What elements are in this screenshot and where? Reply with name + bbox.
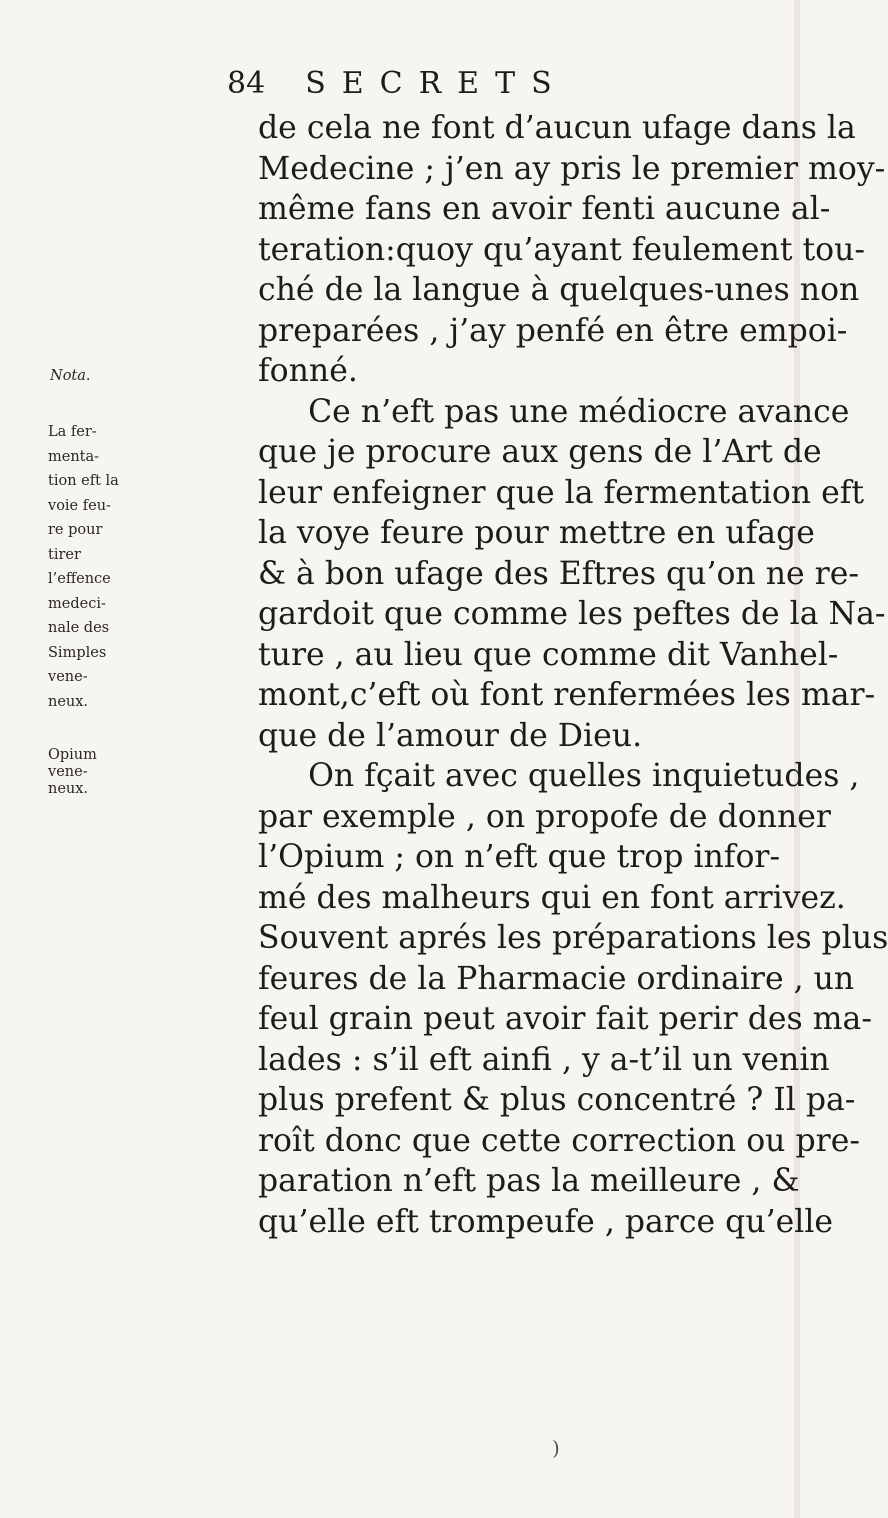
body-line: lades : s’il eft ainfi , y a-t’il un venin bbox=[258, 1041, 830, 1078]
margin-note-line: vene- bbox=[48, 764, 88, 780]
body-line: feul grain peut avoir fait perir des ma- bbox=[258, 1001, 872, 1037]
running-title: SECRETS bbox=[305, 66, 568, 101]
body-line: leur enfeigner que la fermentation eft bbox=[258, 474, 865, 511]
body-line: Souvent aprés les préparations les plus bbox=[258, 920, 888, 956]
margin-note-line: voie feu- bbox=[48, 497, 111, 514]
margin-note-line: tion eft la bbox=[48, 473, 119, 489]
body-line: Medecine ; j’en ay pris le premier moy- bbox=[258, 150, 886, 187]
body-line: l’Opium ; on n’eft que trop infor- bbox=[258, 839, 781, 875]
page-number: 84 bbox=[227, 66, 266, 101]
body-line: feures de la Pharmacie ordinaire , un bbox=[258, 960, 855, 997]
body-line: la voye feure pour mettre en ufage bbox=[258, 515, 815, 551]
body-line: même fans en avoir fenti aucune al- bbox=[258, 191, 831, 227]
body-line: par exemple , on propofe de donner bbox=[258, 798, 831, 835]
body-line: ché de la langue à quelques-unes non bbox=[258, 272, 860, 308]
margin-note-line: medeci- bbox=[48, 595, 106, 612]
body-line: mé des malheurs qui en font arrivez. bbox=[258, 879, 846, 916]
body-line: qu’elle eft trompeufe , parce qu’elle bbox=[258, 1203, 834, 1240]
body-line: de cela ne font d’aucun ufage dans la bbox=[258, 110, 856, 146]
stray-mark: ) bbox=[552, 1436, 560, 1460]
margin-note-line: l’effence bbox=[48, 571, 111, 587]
page-header bbox=[227, 66, 568, 102]
margin-note-line: Opium bbox=[48, 747, 97, 763]
body-line: mont,c’eft où font renfermées les mar- bbox=[258, 677, 876, 713]
margin-note-line: La fer- bbox=[48, 424, 97, 440]
margin-note-line: tirer bbox=[48, 546, 81, 563]
body-line: On fçait avec quelles inquietudes , bbox=[258, 758, 860, 794]
body-line: & à bon ufage des Eftres qu’on ne re- bbox=[258, 555, 860, 592]
body-line: paration n’eft pas la meilleure , & bbox=[258, 1163, 800, 1199]
body-line: Ce n’eft pas une médiocre avance bbox=[258, 393, 850, 430]
margin-note-line: nale des bbox=[48, 620, 110, 636]
margin-note-line: vene- bbox=[48, 669, 88, 685]
body-line: teration:quoy qu’ayant feulement tou- bbox=[258, 231, 866, 268]
body-line: ture , au lieu que comme dit Vanhel- bbox=[258, 636, 839, 673]
margin-note-line: neux. bbox=[48, 693, 89, 710]
margin-note-line: neux. bbox=[48, 781, 89, 797]
body-line: que de l’amour de Dieu. bbox=[258, 717, 643, 754]
body-line: roît donc que cette correction ou pre- bbox=[258, 1122, 860, 1159]
margin-note-line: Simples bbox=[48, 644, 107, 661]
margin-note-nota: Nota. bbox=[50, 368, 91, 384]
margin-note-line: menta- bbox=[48, 448, 100, 465]
margin-note-line: re pour bbox=[48, 522, 103, 538]
body-line: gardoit que comme les peftes de la Na- bbox=[258, 596, 886, 632]
body-line: que je procure aux gens de l’Art de bbox=[258, 434, 822, 470]
body-line: fonné. bbox=[258, 353, 358, 389]
body-line: preparées , j’ay penfé en être empoi- bbox=[258, 312, 848, 349]
body-line: plus prefent & plus concentré ? Il pa- bbox=[258, 1082, 856, 1118]
